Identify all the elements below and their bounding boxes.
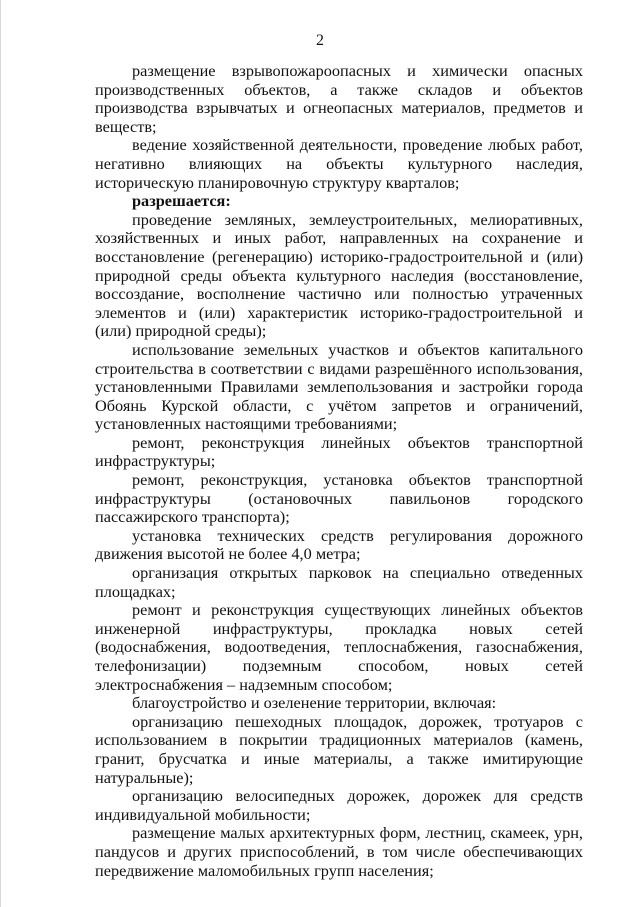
paragraph-explosive-objects: размещение взрывопожароопасных и химически опасных производственных объектов, а также складов и объектов производства взрывчатых и огнеопасных материалов, предметов и веществ;	[95, 61, 583, 136]
paragraph-transport-infrastructure: ремонт, реконструкция, установка объектов транспортной инфраструктуры (остановочных павильонов городского пассажирского транспорта);	[95, 470, 583, 527]
paragraph-linear-objects-repair: ремонт, реконструкция линейных объектов транспортной инфраструктуры;	[95, 432, 583, 471]
paragraph-engineering-networks: ремонт и реконструкция существующих линейных объектов инженерной инфраструктуры, прокладка новых сетей (водоснабжения, водоотведения, теплоснабжения, газоснабжения, телефонизации) подземным способом, новых сетей электроснабжения – надземным способом;	[95, 600, 583, 694]
document-body	[95, 62, 583, 880]
paragraph-land-use: использование земельных участков и объектов капитального строительства в соответствии с видами разрешённого использования, установленными Правилами землепользования и застройки города Обоянь Курской области, с учётом запретов и ограничений, установленных настоящими требованиями;	[95, 339, 583, 434]
paragraph-small-architectural-forms: размещение малых архитектурных форм, лестниц, скамеек, урн, пандусов и других приспособлений, в том числе обеспечивающих передвижение маломобильных групп населения;	[95, 823, 583, 880]
paragraph-bicycle-paths: организацию велосипедных дорожек, дорожек для средств индивидуальной мобильности;	[95, 786, 583, 824]
scan-left-edge	[0, 0, 1, 907]
paragraph-open-parking: организация открытых парковок на специально отведенных площадках;	[95, 563, 583, 601]
paragraph-earthworks: проведение земляных, землеустроительных, мелиоративных, хозяйственных и иных работ, направленных на сохранение и восстановление (регенерацию) историко-градостроительной и (или) природной среды объекта культурного наследия (восстановление, воссоздание, восполнение частично или полностью утраченных элементов и (или) характеристик историко-градостроительной и (или) природной среды);	[95, 209, 583, 341]
page-number: 2	[316, 32, 324, 49]
paragraph-traffic-control: установка технических средств регулирования дорожного движения высотой не более 4,0 метра;	[95, 525, 583, 564]
section-heading-permitted: разрешается:	[132, 191, 231, 211]
paragraph-pedestrian-areas: организацию пешеходных площадок, дорожек, тротуаров с использованием в покрытии традиционных материалов (камень, гранит, брусчатка и иные материалы, а также имитирующие натуральные);	[95, 711, 583, 787]
paragraph-landscaping: благоустройство и озеленение территории, включая:	[132, 693, 497, 713]
paragraph-economic-activity: ведение хозяйственной деятельности, проведение любых работ, негативно влияющих на объекты культурного наследия, историческую планировочную структуру кварталов;	[95, 135, 583, 192]
